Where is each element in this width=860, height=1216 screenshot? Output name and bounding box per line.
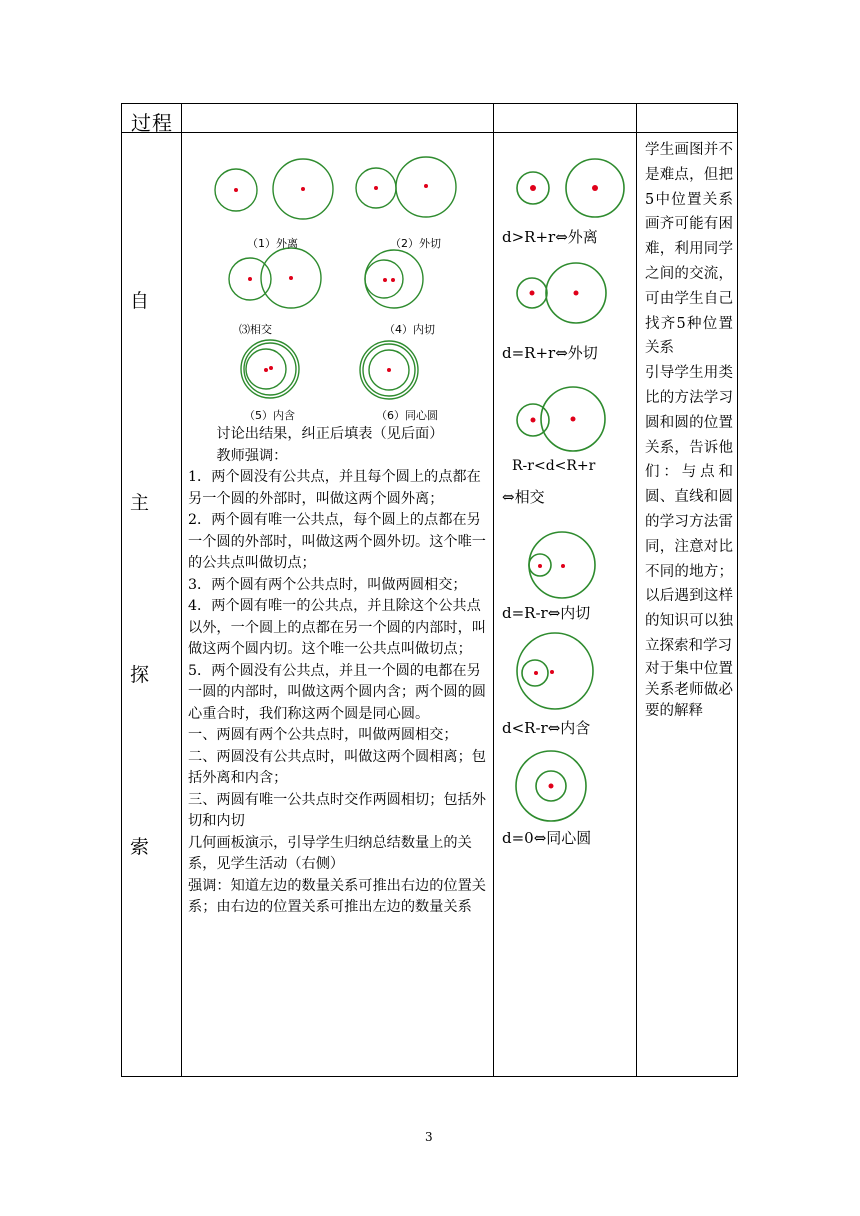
main-text-line: 5．两个圆没有公共点，并且一个圆的电都在另一圆的内部时，叫做这两个圆内含；两个圆的圆心重合时，我们称这两个圆是同心圆。 [188,662,486,722]
figure-label-4: （4）内切 [384,323,435,336]
note-paragraph: 引导学生用类比的方法学习圆和圆的位置关系，告诉他们：与点和圆、直线和圆的学习方法雷同，注意对比不同的地方；以后遇到这样的知识可以独立探索和学习 [645,365,733,654]
relation-concentric: d=0⇔同心圆 [502,829,592,847]
relation-externally-tangent: d=R+r⇔外切 [502,344,598,362]
note-paragraph: 对于集中位置关系老师做必要的解释 [645,660,733,719]
relation-intersect-condition: R-r<d<R+r [512,458,596,474]
figure-label-5: （5）内含 [244,409,295,422]
relation-intersect: ⇔相交 [502,488,545,506]
main-text-line: 强调：知道左边的数量关系可推出右边的位置关系；由右边的位置关系可推出左边的数量关系 [188,877,486,915]
table-border-bottom [121,1076,738,1077]
main-text-line: 一、两圆有两个公共点时，叫做两圆相交； [188,727,458,743]
process-header: 过程 [131,111,173,135]
figure-label-3: ⑶相交 [239,323,272,336]
note-paragraph: 学生画图并不是难点，但把5中位置关系画齐可能有困难，利用同学之间的交流，可由学生自己找齐5种位置关系 [645,142,733,357]
table-border-top [121,103,738,104]
table-border-right [737,103,738,1077]
figure-label-2: （2）外切 [390,237,441,250]
main-text [188,424,493,919]
figure-label-6: （6）同心圆 [376,409,438,422]
table-divider-1 [181,103,182,1077]
main-text-line: 几何画板演示，引导学生归纳总结数量上的关系，见学生活动（右侧） [188,834,472,872]
main-text-line: 教师强调： [216,447,288,464]
table-divider-2 [493,103,494,1077]
main-text-line: 1．两个圆没有公共点，并且每个圆上的点都在另一个圆的外部时，叫做这两个圆外离； [188,469,481,507]
figure-label-1: （1）外离 [247,237,298,250]
side-char-1: 自 [130,290,150,312]
side-char-4: 索 [130,836,150,858]
side-char-2: 主 [130,492,150,514]
relation-internally-tangent: d=R-r⇔内切 [502,604,591,622]
main-text-line: 3．两个圆有两个公共点时，叫做两圆相交； [188,576,467,593]
main-text-line: 2．两个圆有唯一公共点，每个圆上的点都在另一个圆的外部时，叫做这两个圆外切。这个唯一的公共点叫做切点； [188,512,486,571]
table-border-left [121,103,122,1077]
main-text-line: 讨论出结果，纠正后填表（见后面） [216,426,444,442]
table-header-divider [121,132,738,133]
relation-separate: d>R+r⇔外离 [502,228,598,246]
main-text-line: 二、两圆没有公共点时，叫做这两个圆相离；包括外离和内含； [188,748,486,786]
relation-contained: d<R-r⇔内含 [502,719,591,737]
table-divider-3 [636,103,637,1077]
side-char-3: 探 [130,664,150,686]
notes-column [645,138,733,722]
main-text-line: 三、两圆有唯一公共点时交作两圆相切；包括外切和内切 [188,791,486,829]
page-number: 3 [425,1130,433,1144]
main-text-line: 4．两个圆有唯一的公共点，并且除这个公共点以外，一个圆上的点都在另一个圆的内部时，叫做这两个圆内切。这个唯一公共点叫做切点； [188,598,486,657]
